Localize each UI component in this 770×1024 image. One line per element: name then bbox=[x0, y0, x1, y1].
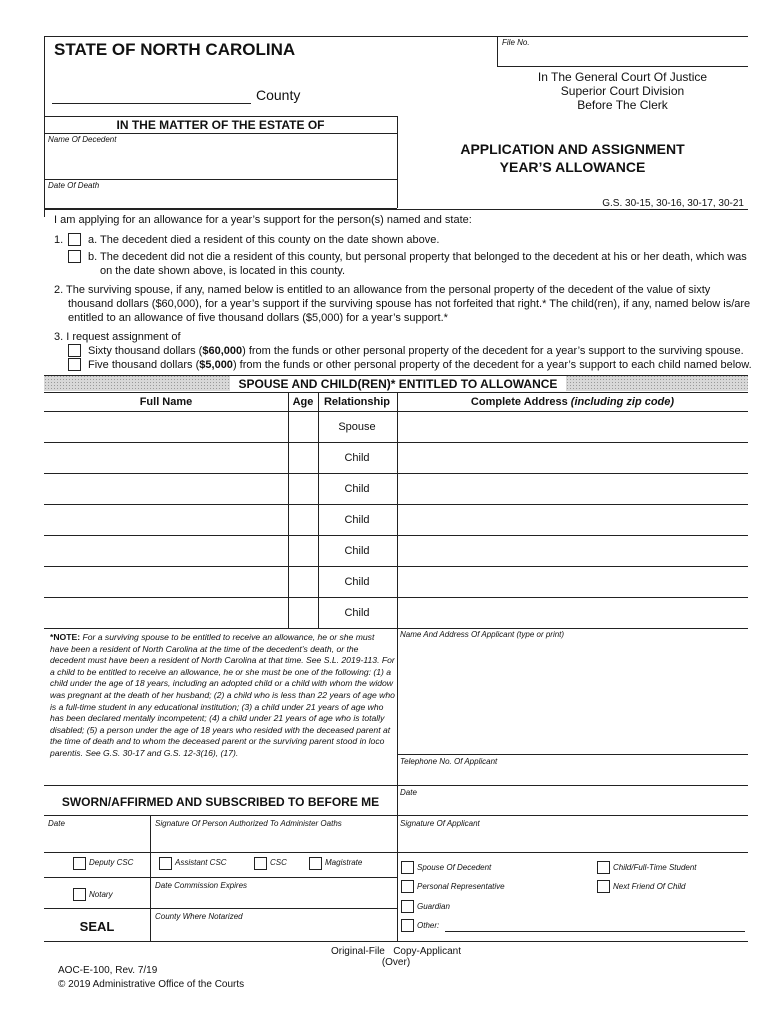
copies-distribution: Original-File Copy-Applicant bbox=[330, 946, 462, 957]
table-title-shade-left bbox=[44, 375, 230, 391]
item3b-pre: Five thousand dollars ( bbox=[88, 359, 200, 371]
col-header-relationship: Relationship bbox=[323, 396, 390, 408]
address-field[interactable] bbox=[397, 535, 748, 566]
col-header-address-main: Complete Address bbox=[470, 396, 568, 408]
applicant-date-label[interactable]: Date bbox=[400, 788, 417, 797]
col-header-name: Full Name bbox=[139, 396, 193, 408]
table-top-rule bbox=[44, 375, 748, 376]
county-input-line[interactable] bbox=[52, 103, 251, 104]
officer-type-rule bbox=[44, 852, 397, 853]
death-date-rule bbox=[44, 179, 397, 180]
item1a-checkbox[interactable] bbox=[68, 233, 81, 246]
county-notarized-label[interactable]: County Where Notarized bbox=[155, 912, 243, 921]
estate-top-rule bbox=[44, 116, 397, 117]
relationship-cell: Child bbox=[344, 452, 370, 464]
deputy-csc-checkbox[interactable] bbox=[73, 857, 86, 870]
form-number: AOC-E-100, Rev. 7/19 bbox=[58, 965, 158, 976]
form-title bbox=[397, 140, 748, 176]
age-field[interactable] bbox=[288, 504, 318, 535]
role-spouse-label: Spouse Of Decedent bbox=[417, 863, 492, 872]
role-friend-label: Next Friend Of Child bbox=[613, 882, 686, 891]
col-header-address-italic: (including zip code) bbox=[570, 396, 675, 408]
state-title: STATE OF NORTH CAROLINA bbox=[54, 40, 296, 59]
form-title-line1: APPLICATION AND ASSIGNMENT bbox=[460, 141, 685, 157]
magistrate-label: Magistrate bbox=[325, 858, 363, 867]
age-field[interactable] bbox=[288, 473, 318, 504]
file-no-divider bbox=[497, 36, 498, 66]
address-field[interactable] bbox=[397, 442, 748, 473]
item2-text-line2: thousand dollars ($60,000), for a year’s support if the surviving spouse has not forfeited that right.* The child(ren), if any, named below is/are bbox=[68, 298, 751, 310]
statute-ref: G.S. 30-15, 30-16, 30-17, 30-21 bbox=[602, 198, 744, 209]
death-date-label[interactable]: Date Of Death bbox=[48, 181, 100, 190]
note-text: For a surviving spouse to be entitled to receive an allowance, he or she must have been a resident of North Carolina at the time of the decedent’s death, or the decedent must have been a resident of North Carolina at that time. See S.L. 2019-113. For a child to be entitled to receive an allowance, he or she must be one of the following: (1) a child under the age of 18 years, including an adopted child or a child with whom the widow was pregnant at the death of her husband; (2) a child who is less than 22 years of age who is a full-time student in any educational institution; (3) a child under 21 years of age who has been declared mentally incompetent; (4) a child under 21 years of age who is totally disabled; (5) a person under the age of 18 years who resided with the deceased parent at the time of death and to whom the deceased parent or the surviving parent stood in loco parentis. See G.S. 30-17 and G.S. 12-3(16), (17). bbox=[50, 632, 395, 758]
relationship-cell: Child bbox=[344, 607, 370, 619]
item1b-text-line2: on the date shown above, is located in this county. bbox=[100, 265, 346, 277]
court-block bbox=[497, 70, 748, 112]
applicant-name-address-label[interactable]: Name And Address Of Applicant (type or print) bbox=[400, 630, 565, 639]
full-name-field[interactable] bbox=[44, 566, 288, 597]
address-field[interactable] bbox=[397, 411, 748, 442]
item3a-post: ) from the funds or other personal property of the decedent for a year’s support to the surviving spouse. bbox=[242, 345, 744, 357]
file-no-label: File No. bbox=[502, 38, 530, 47]
role-rule bbox=[397, 852, 748, 853]
sworn-heading: SWORN/AFFIRMED AND SUBSCRIBED TO BEFORE ME bbox=[61, 795, 380, 809]
relationship-cell: Spouse bbox=[338, 421, 376, 433]
item3b-checkbox[interactable] bbox=[68, 358, 81, 371]
table-row-rule bbox=[44, 628, 748, 629]
address-field[interactable] bbox=[397, 597, 748, 628]
item3a-text bbox=[88, 345, 744, 357]
role-spouse-checkbox[interactable] bbox=[401, 861, 414, 874]
role-rep-checkbox[interactable] bbox=[401, 880, 414, 893]
role-child-checkbox[interactable] bbox=[597, 861, 610, 874]
item3b-amount: $5,000 bbox=[199, 359, 233, 371]
full-name-field[interactable] bbox=[44, 535, 288, 566]
relationship-cell: Child bbox=[344, 545, 370, 557]
age-field[interactable] bbox=[288, 535, 318, 566]
notary-checkbox[interactable] bbox=[73, 888, 86, 901]
full-name-field[interactable] bbox=[44, 473, 288, 504]
item2-text-line3: entitled to an allowance of five thousand dollars ($5,000) for a year’s support.* bbox=[68, 312, 448, 324]
estate-heading: IN THE MATTER OF THE ESTATE OF bbox=[116, 118, 325, 132]
role-guardian-label: Guardian bbox=[417, 902, 450, 911]
applicant-signature-label[interactable]: Signature Of Applicant bbox=[400, 819, 480, 828]
assistant-csc-checkbox[interactable] bbox=[159, 857, 172, 870]
csc-checkbox[interactable] bbox=[254, 857, 267, 870]
role-friend-checkbox[interactable] bbox=[597, 880, 610, 893]
commission-expires-label[interactable]: Date Commission Expires bbox=[155, 881, 248, 890]
file-no-rule bbox=[497, 66, 748, 67]
table-title-rule bbox=[44, 392, 748, 393]
deputy-csc-label: Deputy CSC bbox=[89, 858, 134, 867]
form-title-line2: YEAR’S ALLOWANCE bbox=[499, 159, 646, 175]
copies-footer bbox=[296, 946, 496, 968]
relationship-cell: Child bbox=[344, 514, 370, 526]
seal-label: SEAL bbox=[79, 919, 115, 934]
item3a-amount: $60,000 bbox=[202, 345, 243, 357]
intro-rule bbox=[44, 209, 748, 210]
role-guardian-checkbox[interactable] bbox=[401, 900, 414, 913]
top-rule bbox=[44, 36, 748, 37]
col-header-address bbox=[397, 396, 748, 408]
magistrate-checkbox[interactable] bbox=[309, 857, 322, 870]
relationship-cell: Child bbox=[344, 576, 370, 588]
age-field[interactable] bbox=[288, 411, 318, 442]
court-line3: Before The Clerk bbox=[577, 98, 668, 112]
note-lead: *NOTE: bbox=[50, 632, 81, 642]
role-other-label: Other: bbox=[417, 921, 440, 930]
item2-text-line1: 2. The surviving spouse, if any, named below is entitled to an allowance from the personal property of the decedent of the value of sixty bbox=[54, 284, 711, 296]
decedent-name-label[interactable]: Name Of Decedent bbox=[48, 135, 117, 144]
role-rep-label: Personal Representative bbox=[417, 882, 505, 891]
address-field[interactable] bbox=[397, 504, 748, 535]
address-field[interactable] bbox=[397, 473, 748, 504]
age-field[interactable] bbox=[288, 442, 318, 473]
court-line1: In The General Court Of Justice bbox=[537, 70, 708, 84]
sworn-date-label[interactable]: Date bbox=[48, 819, 65, 828]
full-name-field[interactable] bbox=[44, 442, 288, 473]
role-other-checkbox[interactable] bbox=[401, 919, 414, 932]
eligibility-note bbox=[50, 632, 395, 760]
notary-label: Notary bbox=[89, 890, 113, 899]
item3a-pre: Sixty thousand dollars ( bbox=[88, 345, 203, 357]
sworn-top-rule bbox=[44, 785, 397, 786]
role-other-input-line[interactable] bbox=[445, 931, 745, 932]
sworn-signature-label[interactable]: Signature Of Person Authorized To Administer Oaths bbox=[155, 819, 342, 828]
commission-rule bbox=[44, 877, 397, 878]
over-indicator: (Over) bbox=[381, 957, 411, 968]
address-field[interactable] bbox=[397, 566, 748, 597]
item1b-text-line1: b. The decedent did not die a resident of this county, but personal property that belonged to the decedent at his or her death, which was bbox=[88, 251, 747, 263]
relationship-cell: Child bbox=[344, 483, 370, 495]
copyright: © 2019 Administrative Office of the Courts bbox=[58, 979, 245, 990]
court-line2: Superior Court Division bbox=[560, 84, 685, 98]
assistant-csc-label: Assistant CSC bbox=[175, 858, 227, 867]
item3b-text bbox=[88, 359, 752, 371]
phone-rule bbox=[397, 754, 748, 755]
applicant-phone-label[interactable]: Telephone No. Of Applicant bbox=[400, 757, 498, 766]
item1a-text: a. The decedent died a resident of this county on the date shown above. bbox=[88, 234, 440, 246]
full-name-field[interactable] bbox=[44, 504, 288, 535]
item1b-checkbox[interactable] bbox=[68, 250, 81, 263]
item3a-checkbox[interactable] bbox=[68, 344, 81, 357]
age-field[interactable] bbox=[288, 597, 318, 628]
col-header-age: Age bbox=[292, 396, 314, 408]
form-bottom-rule bbox=[44, 941, 748, 942]
age-field[interactable] bbox=[288, 566, 318, 597]
table-title-shade-right bbox=[566, 375, 748, 391]
csc-label: CSC bbox=[270, 858, 287, 867]
date-rule bbox=[397, 785, 748, 786]
table-title: SPOUSE AND CHILD(REN)* ENTITLED TO ALLOWANCE bbox=[238, 377, 558, 391]
sworn-col-rule bbox=[150, 815, 151, 941]
county-label: County bbox=[256, 87, 301, 103]
item3b-post: ) from the funds or other personal property of the decedent for a year’s support to each child named below. bbox=[232, 359, 752, 371]
county-notarized-rule bbox=[44, 908, 397, 909]
intro-text: I am applying for an allowance for a year’s support for the person(s) named and state: bbox=[54, 214, 472, 226]
role-child-label: Child/Full-Time Student bbox=[613, 863, 697, 872]
item1-number: 1. bbox=[54, 234, 64, 246]
estate-heading-rule bbox=[44, 133, 397, 134]
item3-text: 3. I request assignment of bbox=[54, 331, 181, 343]
full-name-field[interactable] bbox=[44, 597, 288, 628]
full-name-field[interactable] bbox=[44, 411, 288, 442]
